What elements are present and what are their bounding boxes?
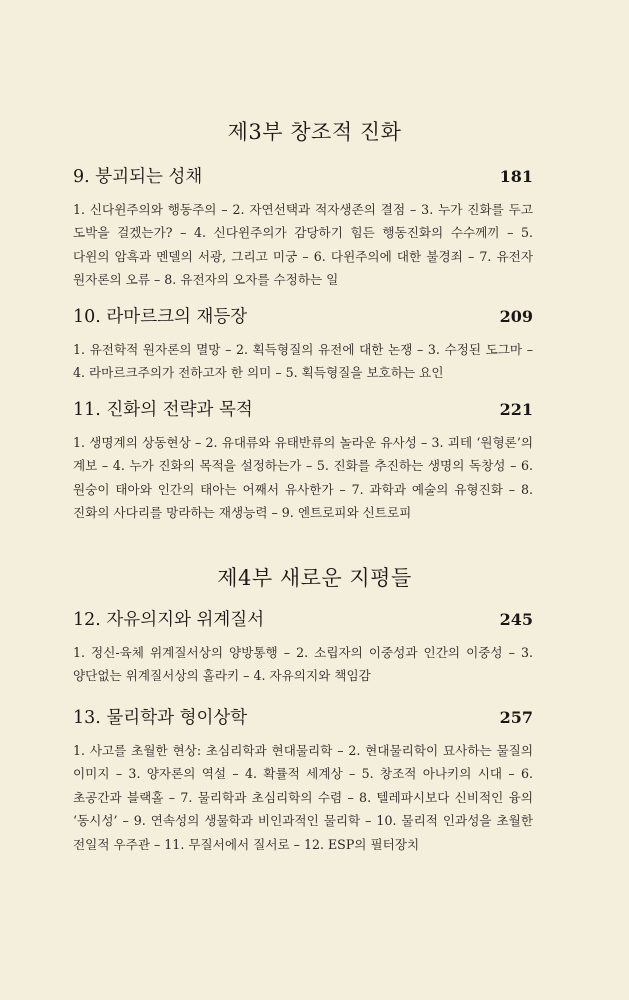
chapter-page-number: 181: [499, 167, 533, 186]
chapter-heading: [73, 303, 533, 329]
chapter-title: 13. 물리학과 형이상학: [73, 708, 248, 728]
chapter-page-number: 209: [499, 307, 533, 326]
chapter-contents: 1. 사고를 초월한 현상: 초심리학과 현대물리학 – 2. 현대물리학이 묘사하는 물질의 이미지 – 3. 양자론의 역설 – 4. 확률적 세계상 – 5. 창조적 아나키의 시대 – 6. 초공간과 블랙홀 – 7. 물리학과 초심리학의 수렴 – 8. 텔레파시보다 신비적인 융의 ‘동시성’ – 9. 연속성의 생물학과 비인과적인 물리학 – 10. 물리적 인과성을 초월한 전일적 우주관 – 11. 무질서에서 질서로 – 12. ESP의 필터장치: [73, 743, 533, 852]
chapter-page-number: 245: [499, 610, 533, 629]
chapter-page-number: 257: [499, 708, 533, 727]
chapter-title: 10. 라마르크의 재등장: [73, 307, 248, 327]
chapter-page-number: 221: [499, 400, 533, 419]
part-3-title: 제3부 창조적 진화: [227, 120, 402, 144]
chapter-heading: [73, 163, 533, 189]
chapter-heading: [73, 396, 533, 422]
chapter-13: [73, 704, 533, 856]
chapter-title: 9. 붕괴되는 성채: [73, 167, 203, 187]
chapter-title: 11. 진화의 전략과 목적: [73, 400, 253, 420]
chapter-11: [73, 396, 533, 525]
chapter-heading: [73, 704, 533, 730]
chapter-contents: 1. 생명계의 상동현상 – 2. 유대류와 유태반류의 놀라운 유사성 – 3. 괴테 ‘원형론’의 계보 – 4. 누가 진화의 목적을 설정하는가 – 5. 진화를 추진하는 생명의 독창성 – 6. 원숭이 태아와 인간의 태아는 어째서 유사한가 – 7. 과학과 예술의 유형진화 – 8. 진화의 사다리를 망라하는 재생능력 – 9. 엔트로피와 신트로피: [73, 435, 533, 521]
chapter-heading: [73, 606, 533, 632]
chapter-contents: 1. 신다윈주의와 행동주의 – 2. 자연선택과 적자생존의 결점 – 3. 누가 진화를 두고 도박을 걸겠는가? – 4. 신다윈주의가 감당하기 힘든 행동진화의 수수께끼 – 5. 다윈의 암흑과 멘델의 서광, 그리고 미궁 – 6. 다윈주의에 대한 불경죄 – 7. 유전자 원자론의 오류 – 8. 유전자의 오자를 수정하는 일: [73, 202, 533, 288]
part-4-title: 제4부 새로운 지평들: [217, 566, 412, 590]
chapter-10: [73, 303, 533, 385]
chapter-9: [73, 163, 533, 292]
chapter-contents: 1. 유전학적 원자론의 멸망 – 2. 획득형질의 유전에 대한 논쟁 – 3. 수정된 도그마 – 4. 라마르크주의가 전하고자 한 의미 – 5. 획득형질을 보호하는 요인: [73, 342, 533, 381]
chapter-title: 12. 자유의지와 위계질서: [73, 610, 265, 630]
chapter-12: [73, 606, 533, 688]
chapter-contents: 1. 정신-육체 위계질서상의 양방통행 – 2. 소립자의 이중성과 인간의 이중성 – 3. 양단없는 위계질서상의 홀라키 – 4. 자유의지와 책임감: [73, 645, 533, 684]
